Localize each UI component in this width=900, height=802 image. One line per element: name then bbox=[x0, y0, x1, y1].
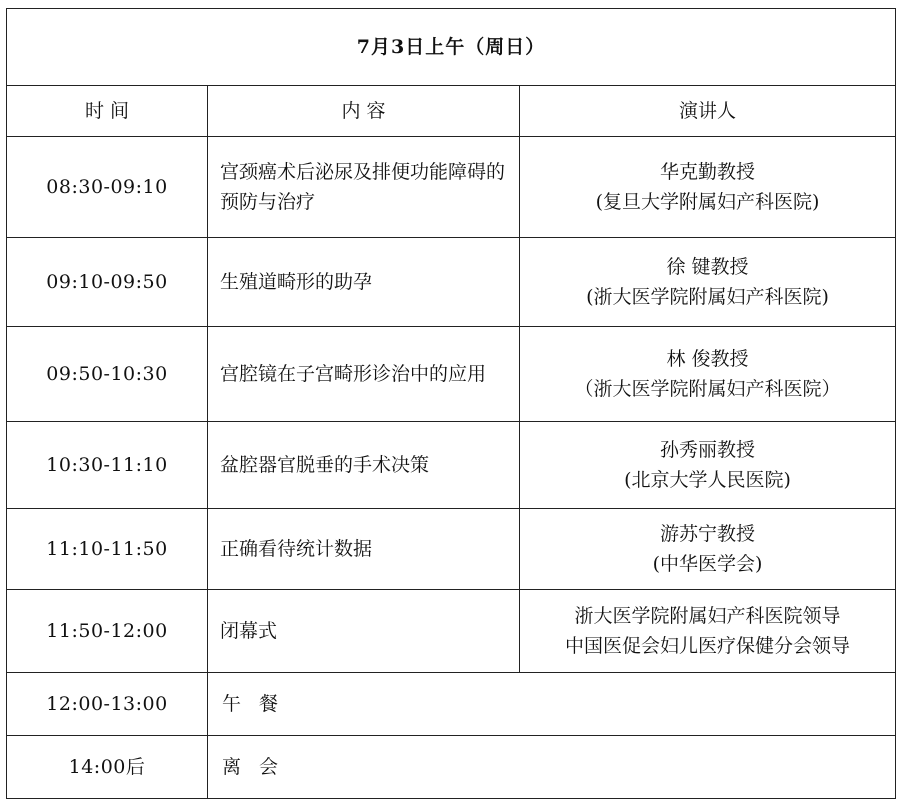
row-content: 盆腔器官脱垂的手术决策 bbox=[208, 422, 520, 509]
header-speaker: 演讲人 bbox=[520, 86, 896, 137]
table-row bbox=[7, 509, 896, 590]
break-label: 午餐 bbox=[208, 673, 896, 736]
row-content: 闭幕式 bbox=[208, 590, 520, 673]
table-row bbox=[7, 327, 896, 422]
row-speaker bbox=[520, 422, 896, 509]
row-time: 11:10-11:50 bbox=[7, 509, 208, 590]
break-time: 14:00后 bbox=[7, 736, 208, 799]
row-content: 宫颈癌术后泌尿及排便功能障碍的预防与治疗 bbox=[208, 137, 520, 238]
row-time: 11:50-12:00 bbox=[7, 590, 208, 673]
speaker-org: (复旦大学附属妇产科医院) bbox=[595, 191, 820, 213]
speaker-name: 华克勤教授 bbox=[660, 161, 756, 183]
schedule-title: 7月3日上午（周日） bbox=[7, 9, 896, 86]
header-time: 时 间 bbox=[7, 86, 208, 137]
break-row-departure bbox=[7, 736, 896, 799]
speaker-name: 游苏宁教授 bbox=[660, 523, 756, 545]
row-time: 09:10-09:50 bbox=[7, 238, 208, 327]
speaker-name: 孙秀丽教授 bbox=[660, 439, 756, 461]
speaker-org: (北京大学人民医院) bbox=[624, 469, 791, 491]
row-speaker bbox=[520, 137, 896, 238]
table-row bbox=[7, 590, 896, 673]
header-content: 内 容 bbox=[208, 86, 520, 137]
speaker-org: (中华医学会) bbox=[652, 553, 763, 575]
table-row bbox=[7, 422, 896, 509]
speaker-name: 徐 键教授 bbox=[666, 256, 749, 278]
row-speaker bbox=[520, 509, 896, 590]
table-row bbox=[7, 238, 896, 327]
row-time: 10:30-11:10 bbox=[7, 422, 208, 509]
row-time: 08:30-09:10 bbox=[7, 137, 208, 238]
break-row-lunch bbox=[7, 673, 896, 736]
row-speaker bbox=[520, 238, 896, 327]
schedule-table bbox=[6, 8, 896, 799]
header-row bbox=[7, 86, 896, 137]
speaker-org: （浙大医学院附属妇产科医院） bbox=[574, 378, 841, 400]
row-time: 09:50-10:30 bbox=[7, 327, 208, 422]
break-label: 离会 bbox=[208, 736, 896, 799]
table-row bbox=[7, 137, 896, 238]
row-content: 宫腔镜在子宫畸形诊治中的应用 bbox=[208, 327, 520, 422]
break-time: 12:00-13:00 bbox=[7, 673, 208, 736]
speaker-name: 浙大医学院附属妇产科医院领导 bbox=[574, 605, 841, 627]
speaker-org: (浙大医学院附属妇产科医院) bbox=[586, 286, 829, 308]
row-speaker bbox=[520, 590, 896, 673]
speaker-org: 中国医促会妇儿医疗保健分会领导 bbox=[565, 635, 851, 657]
row-content: 正确看待统计数据 bbox=[208, 509, 520, 590]
row-speaker bbox=[520, 327, 896, 422]
schedule-page bbox=[6, 8, 895, 798]
speaker-name: 林 俊教授 bbox=[666, 348, 749, 370]
row-content: 生殖道畸形的助孕 bbox=[208, 238, 520, 327]
